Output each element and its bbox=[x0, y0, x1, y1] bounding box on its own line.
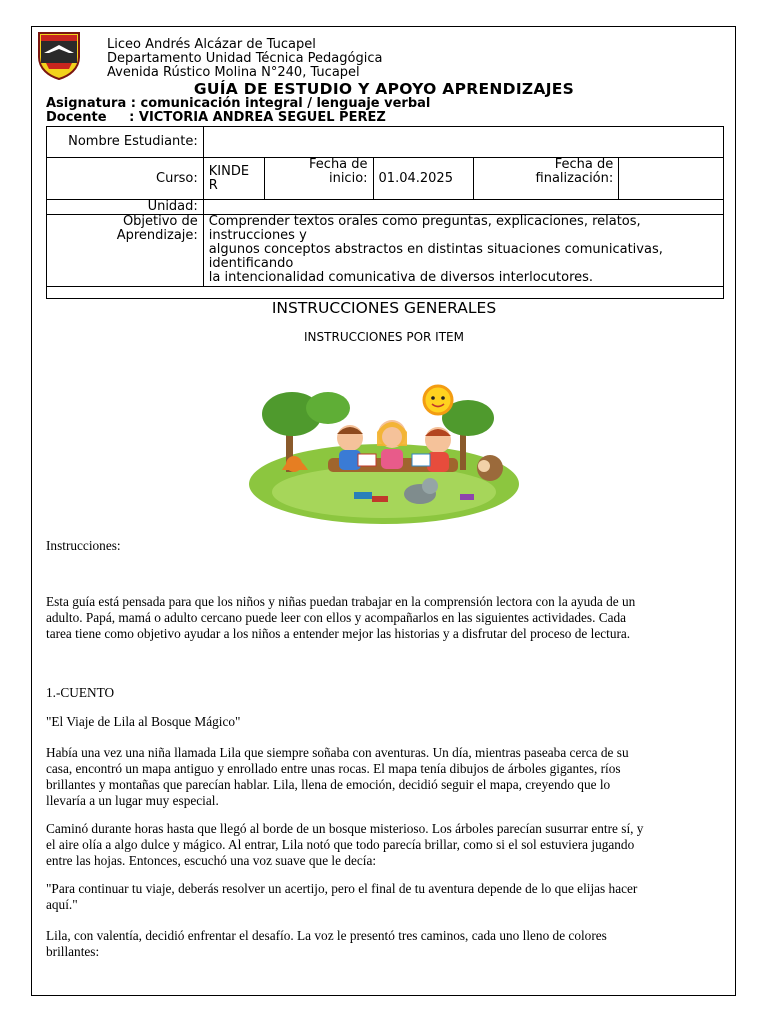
story-section-label: 1.-CUENTO bbox=[46, 685, 115, 700]
story-paragraph-4: Lila, con valentía, decidió enfrentar el desafío. La voz le presentó tres caminos, cada uno lleno de colores brillantes: bbox=[46, 928, 607, 959]
student-name-label: Nombre Estudiante: bbox=[47, 127, 204, 158]
story-paragraph-2: Caminó durante horas hasta que llegó al borde de un bosque misterioso. Los árboles parecían susurrar entre sí, y el aire olía a algo dulce y mágico. Al entrar, Lila notó que todo parecía brillar, como si el sol estuviera jugando entre las hojas. Entonces, escuchó una voz suave que le decía: bbox=[46, 821, 644, 868]
general-instructions-heading: INSTRUCCIONES GENERALES bbox=[271, 299, 497, 317]
guide-title: GUÍA DE ESTUDIO Y APOYO APRENDIZAJES bbox=[193, 80, 575, 98]
unit-label: Unidad: bbox=[47, 200, 204, 215]
student-name-field[interactable] bbox=[203, 127, 723, 158]
subject-teacher-block bbox=[46, 97, 430, 125]
student-info-table bbox=[46, 126, 724, 299]
start-date-label: Fecha de inicio: bbox=[264, 158, 373, 200]
children-reading-illustration bbox=[246, 382, 522, 528]
teacher-line: Docente : VICTORIA ANDREA SEGUEL PEREZ bbox=[46, 110, 386, 125]
school-crest-logo bbox=[36, 31, 82, 81]
objective-text: Comprender textos orales como preguntas, explicaciones, relatos, instrucciones y algunos conceptos abstractos en distintas situaciones comunicativas, identificando la intencionalidad comunicativa de diversos interlocutores. bbox=[203, 215, 723, 287]
table-empty-row bbox=[47, 287, 724, 299]
school-name: Liceo Andrés Alcázar de Tucapel bbox=[107, 37, 316, 52]
item-instructions-heading: INSTRUCCIONES POR ITEM bbox=[304, 330, 464, 344]
course-value: KINDE R bbox=[203, 158, 264, 200]
school-header bbox=[107, 38, 382, 80]
end-date-label: Fecha de finalización: bbox=[474, 158, 619, 200]
school-department: Departamento Unidad Técnica Pedagógica bbox=[107, 51, 383, 66]
story-title: "El Viaje de Lila al Bosque Mágico" bbox=[46, 714, 241, 729]
school-address: Avenida Rústico Molina N°240, Tucapel bbox=[107, 65, 360, 80]
objective-label: Objetivo de Aprendizaje: bbox=[47, 215, 204, 287]
start-date-value: 01.04.2025 bbox=[373, 158, 474, 200]
subject-line: Asignatura : comunicación integral / lenguaje verbal bbox=[46, 96, 431, 111]
instructions-label: Instrucciones: bbox=[46, 538, 121, 553]
instructions-paragraph: Esta guía está pensada para que los niños y niñas puedan trabajar en la comprensión lectora con la ayuda de un adulto. Papá, mamá o adulto cercano puede leer con ellos y acompañarlos en las siguientes actividades. Cada tarea tiene como objetivo ayudar a los niños a entender mejor las historias y a disfrutar del proceso de lectura. bbox=[46, 594, 636, 641]
unit-field[interactable] bbox=[203, 200, 723, 215]
course-label: Curso: bbox=[47, 158, 204, 200]
end-date-field[interactable] bbox=[619, 158, 724, 200]
story-paragraph-3: "Para continuar tu viaje, deberás resolver un acertijo, pero el final de tu aventura depende de lo que elijas hacer aquí." bbox=[46, 881, 638, 912]
story-paragraph-1: Había una vez una niña llamada Lila que siempre soñaba con aventuras. Un día, mientras paseaba cerca de su casa, encontró un mapa antiguo y enrollado entre unas rocas. El mapa tenía dibujos de árboles gigantes, ríos brillantes y montañas que parecían hablar. Lila, llena de emoción, decidió seguir el mapa, creyendo que lo llevaría a un lugar muy especial. bbox=[46, 745, 629, 808]
